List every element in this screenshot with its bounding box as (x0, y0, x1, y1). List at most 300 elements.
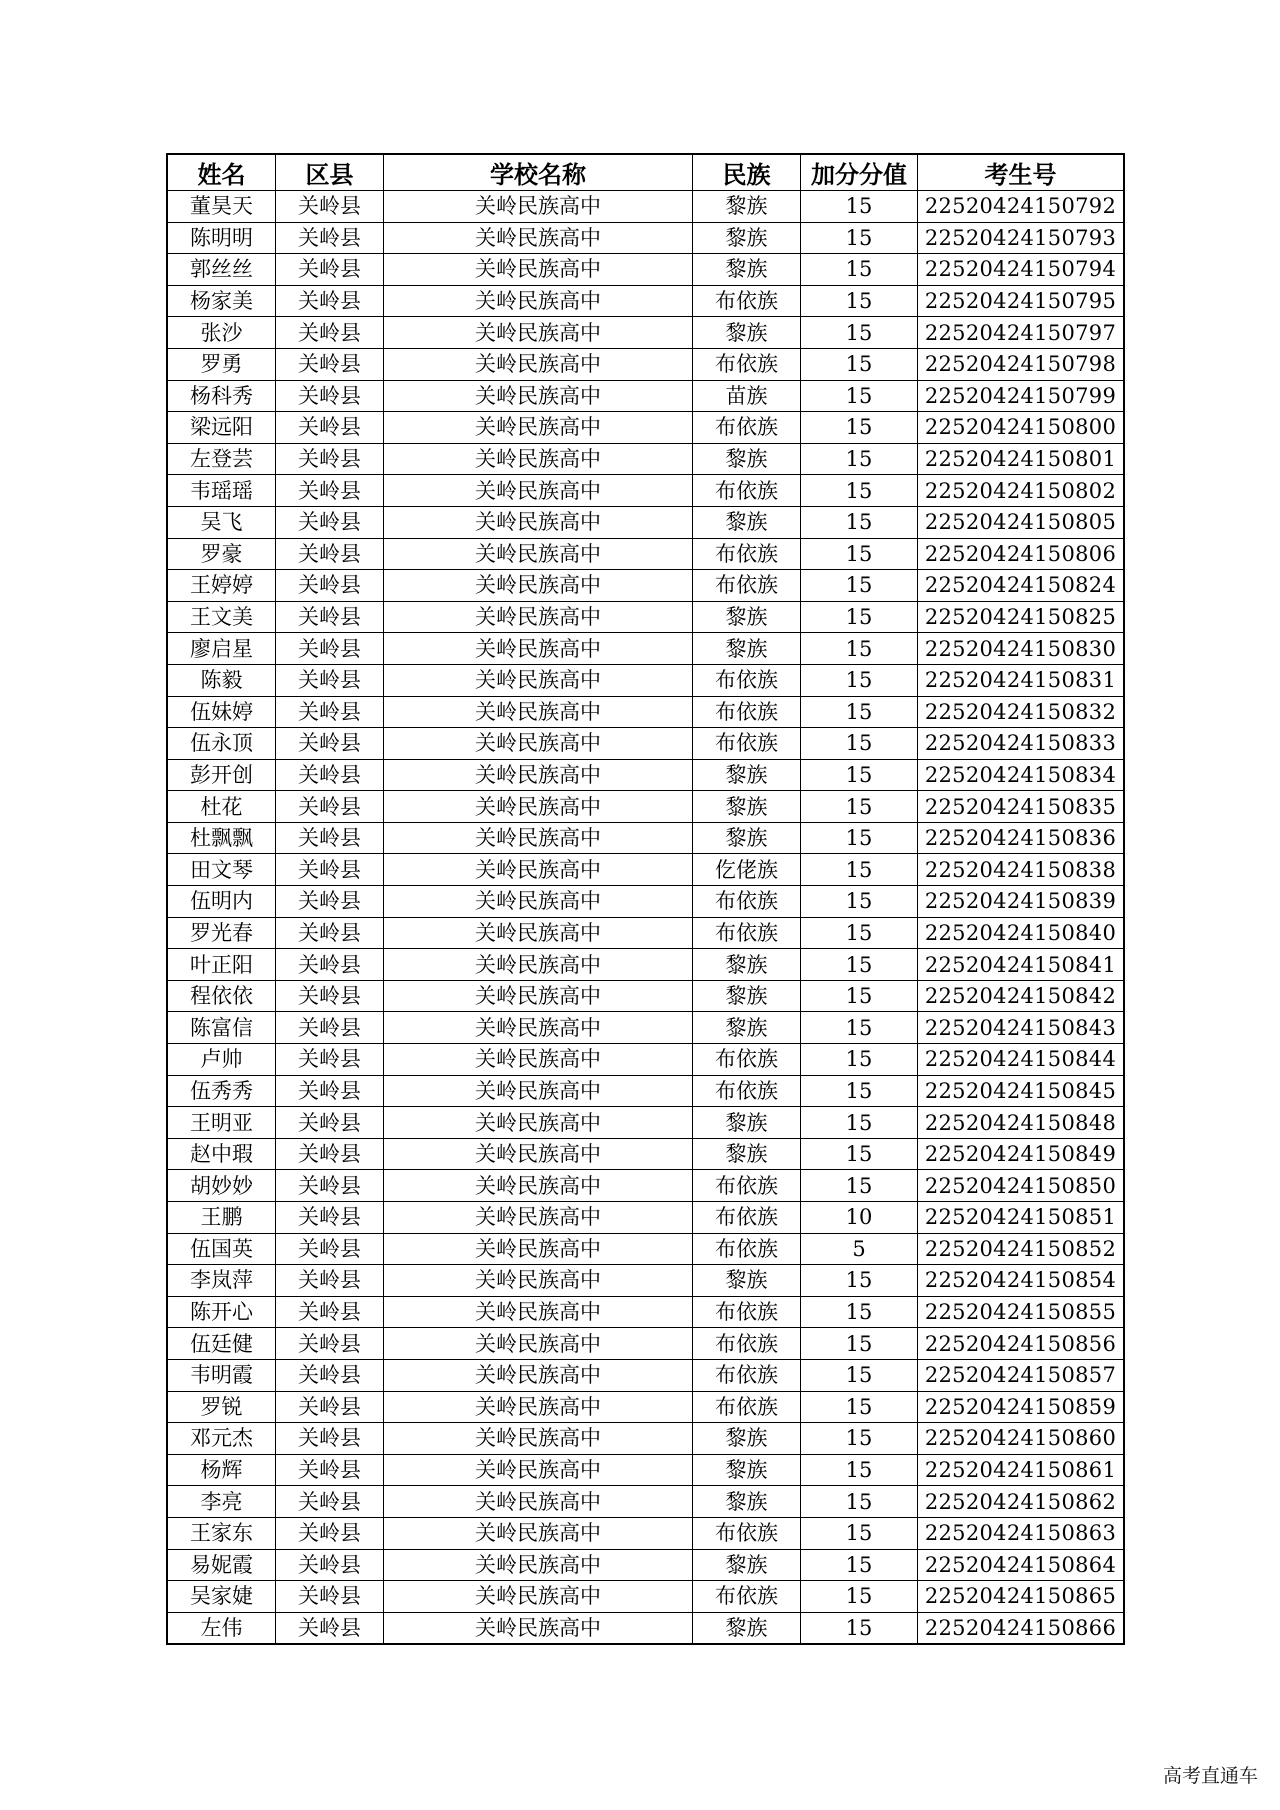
cell-ethnicity: 黎族 (693, 1265, 801, 1297)
cell-bonus: 15 (801, 1612, 918, 1644)
cell-name: 杨科秀 (167, 380, 276, 412)
cell-bonus: 15 (801, 538, 918, 570)
cell-name: 叶正阳 (167, 949, 276, 981)
cell-name: 罗锐 (167, 1391, 276, 1423)
cell-ethnicity: 布依族 (693, 1233, 801, 1265)
cell-exam-id: 22520424150850 (918, 1170, 1125, 1202)
table-body (167, 191, 1124, 1645)
cell-exam-id: 22520424150825 (918, 601, 1125, 633)
table-row (167, 917, 1124, 949)
table-row (167, 1075, 1124, 1107)
cell-bonus: 15 (801, 317, 918, 349)
cell-exam-id: 22520424150806 (918, 538, 1125, 570)
cell-bonus: 15 (801, 696, 918, 728)
cell-school: 关岭民族高中 (384, 1265, 693, 1297)
table-row (167, 380, 1124, 412)
cell-bonus: 15 (801, 1170, 918, 1202)
cell-bonus: 15 (801, 1391, 918, 1423)
cell-ethnicity: 黎族 (693, 1486, 801, 1518)
cell-exam-id: 22520424150844 (918, 1044, 1125, 1076)
cell-ethnicity: 布依族 (693, 570, 801, 602)
cell-school: 关岭民族高中 (384, 1549, 693, 1581)
cell-bonus: 15 (801, 570, 918, 602)
cell-county: 关岭县 (276, 412, 384, 444)
cell-name: 杨辉 (167, 1454, 276, 1486)
table-row (167, 1202, 1124, 1234)
cell-name: 易妮霞 (167, 1549, 276, 1581)
cell-exam-id: 22520424150865 (918, 1581, 1125, 1613)
cell-exam-id: 22520424150830 (918, 633, 1125, 665)
cell-school: 关岭民族高中 (384, 1296, 693, 1328)
cell-bonus: 15 (801, 1581, 918, 1613)
header-name: 姓名 (167, 154, 276, 191)
cell-county: 关岭县 (276, 696, 384, 728)
cell-school: 关岭民族高中 (384, 633, 693, 665)
cell-county: 关岭县 (276, 1391, 384, 1423)
table-row (167, 1391, 1124, 1423)
table-row (167, 633, 1124, 665)
cell-bonus: 15 (801, 822, 918, 854)
cell-school: 关岭民族高中 (384, 254, 693, 286)
cell-ethnicity: 黎族 (693, 1423, 801, 1455)
cell-name: 王文美 (167, 601, 276, 633)
cell-exam-id: 22520424150797 (918, 317, 1125, 349)
header-school: 学校名称 (384, 154, 693, 191)
cell-county: 关岭县 (276, 664, 384, 696)
cell-ethnicity: 黎族 (693, 443, 801, 475)
cell-county: 关岭县 (276, 917, 384, 949)
cell-exam-id: 22520424150857 (918, 1359, 1125, 1391)
cell-ethnicity: 黎族 (693, 949, 801, 981)
cell-county: 关岭县 (276, 1138, 384, 1170)
cell-school: 关岭民族高中 (384, 506, 693, 538)
cell-name: 伍国英 (167, 1233, 276, 1265)
cell-school: 关岭民族高中 (384, 443, 693, 475)
cell-school: 关岭民族高中 (384, 728, 693, 760)
header-exam-id: 考生号 (918, 154, 1125, 191)
cell-county: 关岭县 (276, 1423, 384, 1455)
cell-county: 关岭县 (276, 1612, 384, 1644)
cell-school: 关岭民族高中 (384, 1612, 693, 1644)
cell-school: 关岭民族高中 (384, 1233, 693, 1265)
cell-exam-id: 22520424150802 (918, 475, 1125, 507)
cell-school: 关岭民族高中 (384, 570, 693, 602)
footer-watermark: 高考直通车 (1162, 1765, 1258, 1787)
table-row (167, 1265, 1124, 1297)
table-row (167, 348, 1124, 380)
cell-bonus: 15 (801, 728, 918, 760)
table-row (167, 1296, 1124, 1328)
cell-county: 关岭县 (276, 1044, 384, 1076)
cell-bonus: 15 (801, 1454, 918, 1486)
cell-exam-id: 22520424150833 (918, 728, 1125, 760)
cell-county: 关岭县 (276, 1486, 384, 1518)
cell-school: 关岭民族高中 (384, 317, 693, 349)
cell-exam-id: 22520424150866 (918, 1612, 1125, 1644)
cell-school: 关岭民族高中 (384, 380, 693, 412)
cell-exam-id: 22520424150851 (918, 1202, 1125, 1234)
cell-name: 伍永顶 (167, 728, 276, 760)
cell-exam-id: 22520424150843 (918, 1012, 1125, 1044)
cell-name: 吴飞 (167, 506, 276, 538)
cell-bonus: 15 (801, 412, 918, 444)
table-row (167, 1359, 1124, 1391)
table-row (167, 1044, 1124, 1076)
cell-ethnicity: 布依族 (693, 1517, 801, 1549)
cell-name: 陈明明 (167, 222, 276, 254)
cell-exam-id: 22520424150805 (918, 506, 1125, 538)
cell-ethnicity: 黎族 (693, 1107, 801, 1139)
cell-county: 关岭县 (276, 380, 384, 412)
cell-bonus: 15 (801, 1359, 918, 1391)
cell-ethnicity: 布依族 (693, 1328, 801, 1360)
cell-name: 彭开创 (167, 759, 276, 791)
cell-exam-id: 22520424150824 (918, 570, 1125, 602)
cell-county: 关岭县 (276, 601, 384, 633)
cell-county: 关岭县 (276, 1233, 384, 1265)
cell-exam-id: 22520424150794 (918, 254, 1125, 286)
cell-exam-id: 22520424150854 (918, 1265, 1125, 1297)
cell-exam-id: 22520424150795 (918, 285, 1125, 317)
table-row (167, 886, 1124, 918)
cell-name: 郭丝丝 (167, 254, 276, 286)
cell-school: 关岭民族高中 (384, 348, 693, 380)
table-row (167, 285, 1124, 317)
cell-ethnicity: 布依族 (693, 917, 801, 949)
cell-ethnicity: 黎族 (693, 1012, 801, 1044)
cell-school: 关岭民族高中 (384, 191, 693, 223)
cell-bonus: 15 (801, 1549, 918, 1581)
cell-bonus: 15 (801, 348, 918, 380)
cell-school: 关岭民族高中 (384, 664, 693, 696)
cell-ethnicity: 黎族 (693, 1612, 801, 1644)
table-row (167, 949, 1124, 981)
header-row (167, 154, 1124, 191)
cell-county: 关岭县 (276, 348, 384, 380)
cell-school: 关岭民族高中 (384, 1359, 693, 1391)
cell-name: 廖启星 (167, 633, 276, 665)
cell-county: 关岭县 (276, 254, 384, 286)
cell-exam-id: 22520424150836 (918, 822, 1125, 854)
cell-bonus: 15 (801, 443, 918, 475)
cell-bonus: 15 (801, 664, 918, 696)
cell-county: 关岭县 (276, 475, 384, 507)
cell-name: 吴家婕 (167, 1581, 276, 1613)
cell-bonus: 15 (801, 1075, 918, 1107)
cell-ethnicity: 仡佬族 (693, 854, 801, 886)
cell-school: 关岭民族高中 (384, 854, 693, 886)
cell-county: 关岭县 (276, 538, 384, 570)
cell-name: 王婷婷 (167, 570, 276, 602)
cell-ethnicity: 布依族 (693, 538, 801, 570)
table-header (167, 154, 1124, 191)
cell-name: 董昊天 (167, 191, 276, 223)
cell-school: 关岭民族高中 (384, 1517, 693, 1549)
cell-school: 关岭民族高中 (384, 412, 693, 444)
cell-exam-id: 22520424150835 (918, 791, 1125, 823)
table-row (167, 1012, 1124, 1044)
table-row (167, 1581, 1124, 1613)
cell-exam-id: 22520424150856 (918, 1328, 1125, 1360)
table-row (167, 475, 1124, 507)
cell-county: 关岭县 (276, 886, 384, 918)
student-bonus-table (166, 153, 1125, 1645)
cell-name: 李岚萍 (167, 1265, 276, 1297)
cell-name: 王明亚 (167, 1107, 276, 1139)
cell-bonus: 15 (801, 475, 918, 507)
cell-county: 关岭县 (276, 443, 384, 475)
cell-county: 关岭县 (276, 1517, 384, 1549)
cell-exam-id: 22520424150845 (918, 1075, 1125, 1107)
cell-name: 胡妙妙 (167, 1170, 276, 1202)
cell-bonus: 15 (801, 633, 918, 665)
table-row (167, 1328, 1124, 1360)
table-row (167, 443, 1124, 475)
cell-exam-id: 22520424150848 (918, 1107, 1125, 1139)
cell-school: 关岭民族高中 (384, 1581, 693, 1613)
cell-county: 关岭县 (276, 570, 384, 602)
cell-bonus: 15 (801, 759, 918, 791)
cell-exam-id: 22520424150859 (918, 1391, 1125, 1423)
table-row (167, 254, 1124, 286)
cell-name: 杜飘飘 (167, 822, 276, 854)
cell-ethnicity: 布依族 (693, 696, 801, 728)
cell-bonus: 15 (801, 1265, 918, 1297)
cell-ethnicity: 布依族 (693, 1359, 801, 1391)
cell-bonus: 15 (801, 191, 918, 223)
cell-county: 关岭县 (276, 1170, 384, 1202)
table-row (167, 791, 1124, 823)
cell-bonus: 15 (801, 380, 918, 412)
cell-bonus: 15 (801, 1517, 918, 1549)
cell-exam-id: 22520424150864 (918, 1549, 1125, 1581)
cell-ethnicity: 黎族 (693, 506, 801, 538)
cell-exam-id: 22520424150860 (918, 1423, 1125, 1455)
table-row (167, 538, 1124, 570)
cell-name: 伍秀秀 (167, 1075, 276, 1107)
cell-name: 伍妹婷 (167, 696, 276, 728)
cell-county: 关岭县 (276, 791, 384, 823)
cell-name: 程依依 (167, 980, 276, 1012)
cell-ethnicity: 黎族 (693, 633, 801, 665)
cell-ethnicity: 黎族 (693, 191, 801, 223)
cell-school: 关岭民族高中 (384, 696, 693, 728)
cell-name: 伍廷健 (167, 1328, 276, 1360)
cell-county: 关岭县 (276, 317, 384, 349)
cell-name: 田文琴 (167, 854, 276, 886)
cell-county: 关岭县 (276, 633, 384, 665)
cell-county: 关岭县 (276, 980, 384, 1012)
cell-name: 张沙 (167, 317, 276, 349)
cell-name: 伍明内 (167, 886, 276, 918)
cell-ethnicity: 布依族 (693, 1170, 801, 1202)
cell-name: 赵中瑕 (167, 1138, 276, 1170)
cell-school: 关岭民族高中 (384, 1202, 693, 1234)
table-row (167, 1170, 1124, 1202)
cell-county: 关岭县 (276, 1581, 384, 1613)
cell-county: 关岭县 (276, 759, 384, 791)
cell-name: 罗豪 (167, 538, 276, 570)
cell-ethnicity: 布依族 (693, 664, 801, 696)
cell-ethnicity: 布依族 (693, 348, 801, 380)
table-row (167, 222, 1124, 254)
cell-county: 关岭县 (276, 1075, 384, 1107)
table-row (167, 1517, 1124, 1549)
cell-ethnicity: 黎族 (693, 791, 801, 823)
cell-bonus: 15 (801, 791, 918, 823)
cell-exam-id: 22520424150855 (918, 1296, 1125, 1328)
cell-bonus: 15 (801, 949, 918, 981)
cell-school: 关岭民族高中 (384, 1454, 693, 1486)
table-row (167, 1454, 1124, 1486)
cell-ethnicity: 布依族 (693, 1202, 801, 1234)
cell-school: 关岭民族高中 (384, 1170, 693, 1202)
cell-name: 邓元杰 (167, 1423, 276, 1455)
cell-county: 关岭县 (276, 822, 384, 854)
cell-bonus: 15 (801, 980, 918, 1012)
table-row (167, 854, 1124, 886)
cell-name: 罗勇 (167, 348, 276, 380)
cell-bonus: 15 (801, 1423, 918, 1455)
cell-county: 关岭县 (276, 728, 384, 760)
cell-name: 左伟 (167, 1612, 276, 1644)
cell-school: 关岭民族高中 (384, 886, 693, 918)
cell-ethnicity: 布依族 (693, 1075, 801, 1107)
cell-exam-id: 22520424150842 (918, 980, 1125, 1012)
table-row (167, 822, 1124, 854)
cell-exam-id: 22520424150792 (918, 191, 1125, 223)
table-row (167, 1549, 1124, 1581)
cell-ethnicity: 布依族 (693, 475, 801, 507)
cell-name: 罗光春 (167, 917, 276, 949)
cell-county: 关岭县 (276, 1107, 384, 1139)
cell-school: 关岭民族高中 (384, 475, 693, 507)
cell-ethnicity: 黎族 (693, 980, 801, 1012)
cell-exam-id: 22520424150800 (918, 412, 1125, 444)
table-row (167, 980, 1124, 1012)
table-row (167, 1423, 1124, 1455)
cell-name: 陈毅 (167, 664, 276, 696)
cell-exam-id: 22520424150832 (918, 696, 1125, 728)
cell-name: 梁远阳 (167, 412, 276, 444)
cell-bonus: 15 (801, 917, 918, 949)
cell-name: 陈富信 (167, 1012, 276, 1044)
cell-bonus: 15 (801, 1044, 918, 1076)
table-row (167, 1612, 1124, 1644)
cell-school: 关岭民族高中 (384, 601, 693, 633)
cell-county: 关岭县 (276, 285, 384, 317)
cell-school: 关岭民族高中 (384, 949, 693, 981)
cell-school: 关岭民族高中 (384, 1328, 693, 1360)
cell-ethnicity: 黎族 (693, 1454, 801, 1486)
cell-bonus: 15 (801, 1012, 918, 1044)
cell-name: 杜花 (167, 791, 276, 823)
cell-county: 关岭县 (276, 1454, 384, 1486)
cell-exam-id: 22520424150861 (918, 1454, 1125, 1486)
cell-ethnicity: 布依族 (693, 1044, 801, 1076)
cell-school: 关岭民族高中 (384, 1423, 693, 1455)
cell-school: 关岭民族高中 (384, 822, 693, 854)
cell-ethnicity: 黎族 (693, 1138, 801, 1170)
cell-bonus: 15 (801, 1328, 918, 1360)
cell-county: 关岭县 (276, 1265, 384, 1297)
table-row (167, 317, 1124, 349)
cell-exam-id: 22520424150863 (918, 1517, 1125, 1549)
cell-bonus: 15 (801, 601, 918, 633)
cell-name: 王鹏 (167, 1202, 276, 1234)
cell-exam-id: 22520424150849 (918, 1138, 1125, 1170)
cell-name: 韦明霞 (167, 1359, 276, 1391)
cell-name: 陈开心 (167, 1296, 276, 1328)
cell-exam-id: 22520424150838 (918, 854, 1125, 886)
cell-county: 关岭县 (276, 949, 384, 981)
cell-county: 关岭县 (276, 1328, 384, 1360)
cell-bonus: 5 (801, 1233, 918, 1265)
cell-ethnicity: 布依族 (693, 285, 801, 317)
cell-county: 关岭县 (276, 222, 384, 254)
table-row (167, 412, 1124, 444)
table-row (167, 728, 1124, 760)
cell-name: 韦瑶瑶 (167, 475, 276, 507)
cell-school: 关岭民族高中 (384, 980, 693, 1012)
cell-exam-id: 22520424150862 (918, 1486, 1125, 1518)
table-row (167, 664, 1124, 696)
cell-name: 左登芸 (167, 443, 276, 475)
cell-ethnicity: 黎族 (693, 601, 801, 633)
cell-name: 王家东 (167, 1517, 276, 1549)
cell-bonus: 15 (801, 854, 918, 886)
cell-exam-id: 22520424150841 (918, 949, 1125, 981)
table-row (167, 1138, 1124, 1170)
cell-exam-id: 22520424150839 (918, 886, 1125, 918)
cell-school: 关岭民族高中 (384, 1012, 693, 1044)
cell-bonus: 15 (801, 1486, 918, 1518)
cell-ethnicity: 布依族 (693, 1391, 801, 1423)
table-row (167, 1233, 1124, 1265)
cell-bonus: 15 (801, 222, 918, 254)
table-row (167, 506, 1124, 538)
table-row (167, 759, 1124, 791)
header-county: 区县 (276, 154, 384, 191)
header-ethnicity: 民族 (693, 154, 801, 191)
cell-ethnicity: 黎族 (693, 822, 801, 854)
cell-county: 关岭县 (276, 1012, 384, 1044)
cell-exam-id: 22520424150840 (918, 917, 1125, 949)
cell-bonus: 15 (801, 1107, 918, 1139)
cell-name: 李亮 (167, 1486, 276, 1518)
cell-ethnicity: 布依族 (693, 886, 801, 918)
table-row (167, 191, 1124, 223)
cell-school: 关岭民族高中 (384, 1486, 693, 1518)
cell-school: 关岭民族高中 (384, 1391, 693, 1423)
cell-ethnicity: 黎族 (693, 222, 801, 254)
cell-ethnicity: 布依族 (693, 728, 801, 760)
cell-school: 关岭民族高中 (384, 759, 693, 791)
cell-ethnicity: 布依族 (693, 1296, 801, 1328)
cell-ethnicity: 布依族 (693, 1581, 801, 1613)
cell-exam-id: 22520424150798 (918, 348, 1125, 380)
table-row (167, 696, 1124, 728)
cell-bonus: 15 (801, 1138, 918, 1170)
cell-exam-id: 22520424150801 (918, 443, 1125, 475)
cell-exam-id: 22520424150793 (918, 222, 1125, 254)
cell-county: 关岭县 (276, 506, 384, 538)
cell-bonus: 15 (801, 254, 918, 286)
cell-county: 关岭县 (276, 1549, 384, 1581)
cell-county: 关岭县 (276, 191, 384, 223)
cell-county: 关岭县 (276, 1202, 384, 1234)
table-row (167, 601, 1124, 633)
